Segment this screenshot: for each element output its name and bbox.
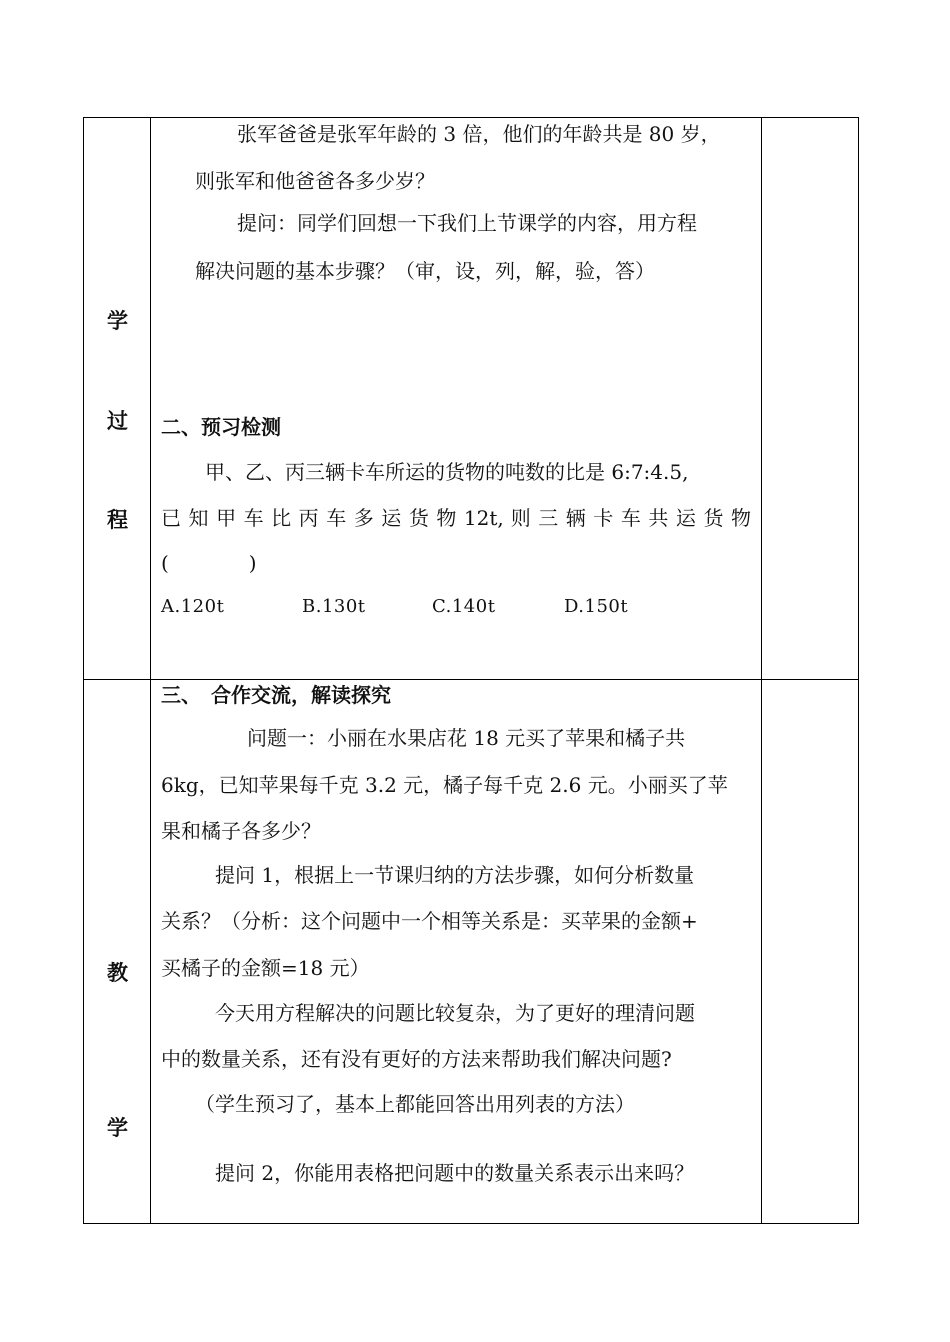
paragraph-line: 6kg，已知苹果每千克 3.2 元，橘子每千克 2.6 元。小丽买了苹 bbox=[161, 773, 728, 797]
paragraph-line: 关系？（分析：这个问题中一个相等关系是：买苹果的金额+ bbox=[161, 909, 698, 933]
paragraph-line: 解决问题的基本步骤？（审，设，列，解，验，答） bbox=[195, 259, 655, 283]
side-label-cheng: 程 bbox=[107, 508, 128, 532]
paragraph-line: 提问：同学们回想一下我们上节课学的内容，用方程 bbox=[237, 211, 697, 235]
paragraph-line: 中的数量关系，还有没有更好的方法来帮助我们解决问题? bbox=[161, 1047, 672, 1071]
side-label-xue-2: 学 bbox=[107, 1116, 128, 1140]
side-label-guo: 过 bbox=[107, 409, 128, 433]
paragraph-line: 买橘子的金额=18 元） bbox=[161, 956, 370, 980]
paragraph-line: 已 知 甲 车 比 丙 车 多 运 货 物 12t, 则 三 辆 卡 车 共 运 货 物 bbox=[161, 506, 751, 530]
side-label-xue: 学 bbox=[107, 309, 128, 333]
paragraph-line: 提问 1，根据上一节课归纳的方法步骤，如何分析数量 bbox=[215, 863, 695, 887]
option-c: C.140t bbox=[432, 596, 496, 617]
paragraph-line: （学生预习了，基本上都能回答出用列表的方法） bbox=[195, 1092, 635, 1116]
paragraph-line: ( ) bbox=[161, 551, 257, 575]
side-label-jiao: 教 bbox=[107, 961, 128, 985]
option-a: A.120t bbox=[161, 596, 225, 617]
paragraph-line: 张军爸爸是张军年龄的 3 倍，他们的年龄共是 80 岁， bbox=[237, 122, 721, 146]
paragraph-line: 今天用方程解决的问题比较复杂，为了更好的理清问题 bbox=[215, 1001, 695, 1025]
paragraph-line: 果和橘子各多少？ bbox=[161, 819, 321, 843]
column-divider-right bbox=[761, 118, 762, 1223]
paragraph-line: 甲、乙、丙三辆卡车所运的货物的吨数的比是 6:7:4.5, bbox=[205, 460, 689, 484]
row-divider bbox=[84, 679, 858, 680]
paragraph-line: 问题一：小丽在水果店花 18 元买了苹果和橘子共 bbox=[247, 726, 686, 750]
option-b: B.130t bbox=[302, 596, 366, 617]
option-d: D.150t bbox=[564, 596, 629, 617]
paragraph-line: 提问 2，你能用表格把问题中的数量关系表示出来吗？ bbox=[215, 1161, 695, 1185]
section-heading: 二、预习检测 bbox=[161, 415, 281, 439]
paragraph-line: 则张军和他爸爸各多少岁？ bbox=[195, 169, 435, 193]
column-divider-left bbox=[150, 118, 151, 1223]
section-heading: 三、 合作交流，解读探究 bbox=[161, 683, 391, 707]
